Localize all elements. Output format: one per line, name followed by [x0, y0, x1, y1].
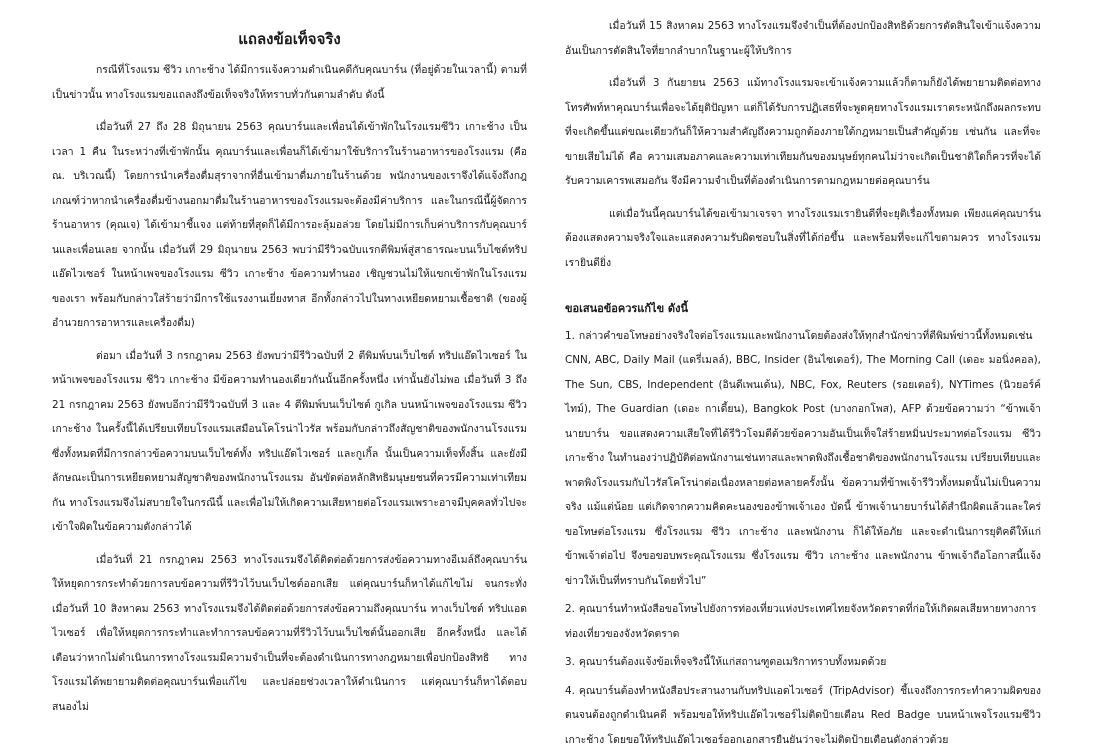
paragraph-september-3: เมื่อวันที่ 3 กันยายน 2563 แม้ทางโรงแรมจะเข้าแจ้งความแล้วก็ตามก็ยังได้พยายามติดต่อทางโทรศัพท์หาคุณบาร์นเพื่อจะได้ยุติปัญหา แต่ก็ได้รับการปฏิเสธที่จะพูดคุยทางโรงแรมเราตระหนักถึงผลกระทบที่จะเกิดขึ้นแต่ขณะเดียวกันก็ให้ความสำคัญถึงความถูกต้องภายใต้กฎหมายเป็นสำคัญด้วย เช่นกัน และที่จะขายเสียไม่ได้ คือ ความเสมอภาคและความเท่าเทียมกันของมนุษย์ทุกคนไม่ว่าจะเกิดเป็นชาติใดก็ควรที่จะได้รับความเคารพเสมอกัน จึงมีความจำเป็นที่ต้องดำเนินการตามกฎหมายต่อคุณบาร์น	[565, 77, 1041, 187]
paragraph-june-events: เมื่อวันที่ 27 ถึง 28 มิถุนายน 2563 คุณบาร์นและเพื่อนได้เข้าพักในโรงแรมซีวิว เกาะช้าง เป็นเวลา 1 คืน ในระหว่างที่เข้าพักนั้น คุณบาร์นและเพื่อนก็ได้เข้ามาใช้บริการในร้านอาหารของโรงแรม (คือ ณ. บริเวณนี้) โดยการนำเครื่องดื่มสุราจากที่อื่นเข้ามาดื่มภายในร้านด้วย พนักงานของเราจึงได้แจ้งถึงกฎเกณฑ์ว่าหากนำเครื่องดื่มข้างนอกมาดื่มในร้านอาหารของโรงแรมจะต้องมีค่าบริการ และในกรณีนี้ผู้จัดการร้านอาหาร (คุณเจ) ได้เข้ามาชี้แจง แต่ท้ายที่สุดก็ได้มีการอะลุ้มอล่วย โดยไม่มีการเก็บค่าบริการกับคุณบาร์นและเพื่อนเลย จากนั้น เมื่อวันที่ 29 มิถุนายน 2563 พบว่ามีรีวิวฉบับแรกตีพิมพ์สู่สาธารณะบนเว็บไซต์ทริปแอ๊ดไวเซอร์ ในหน้าเพจของโรงแรม ซีวิว เกาะช้าง ข้อความทำนอง เชิญชวนไม่ให้แขกเข้าพักในโรงแรมของเรา พร้อมกับกล่าวใส่ร้ายว่ามีการใช้แรงงานเยี่ยงทาส อีกทั้งกล่าวไปในทางเหยียดหยามเชื้อชาติ (ของผู้อำนวยการอาหารและเครื่องดื่ม)	[52, 121, 527, 329]
right-column	[565, 14, 1041, 756]
list-item	[565, 597, 1041, 646]
list-item	[565, 324, 1041, 594]
list-item	[565, 679, 1041, 753]
proposal-number: 1.	[565, 329, 575, 342]
paragraph-july-august-contact: เมื่อวันที่ 21 กรกฎาคม 2563 ทางโรงแรมจึงได้ติดต่อด้วยการส่งข้อความทางอีเมล์ถึงคุณบาร์น ให้หยุดการกระทำด้วยการลบข้อความที่รีวิวไว้บนเว็บไซต์ออกเสีย แต่คุณบาร์นก็หาได้แก้ไขไม่ จนกระทั่งเมื่อวันที่ 10 สิงหาคม 2563 ทางโรงแรมจึงได้ติดต่อด้วยการส่งข้อความถึงคุณบาร์น ทางเว็บไซต์ ทริปแอดไวเซอร์ เพื่อให้หยุดการกระทำและทำการลบข้อความที่รีวิวไว้บนเว็บไซต์นั้นออกเสีย อีกครั้งหนึ่ง และได้เตือนว่าหากไม่ดำเนินการทางโรงแรมมีความจำเป็นที่จะต้องดำเนินการทางกฎหมายเพื่อปกป้องสิทธิ ทางโรงแรมได้พยายามติดต่อคุณบาร์นเพื่อแก้ไข และปล่อยช่วงเวลาให้ดำเนินการ แต่คุณบาร์นก็หาได้ตอบสนองไม่	[52, 553, 527, 713]
document-title: แถลงข้อเท็จจริง	[238, 30, 341, 48]
proposal-number: 3.	[565, 656, 575, 668]
proposal-text: คุณบาร์นต้องแจ้งข้อเท็จจริงนี้ให้แก่สถานฑูตอเมริกาทราบทั้งหมดด้วย	[578, 656, 887, 668]
paragraph-negotiation: แต่เมื่อวันนี้คุณบาร์นได้ขอเข้ามาเจรจา ทางโรงแรมเรายินดีที่จะยุติเรื่องทั้งหมด เพียงแค่คุณบาร์นต้องแสดงความจริงใจและแสดงความรับผิดชอบในสิ่งที่ได้ก่อขึ้น และพร้อมที่จะแก้ไขตามควร ทางโรงแรมเรายินดียิ่ง	[565, 207, 1041, 269]
proposal-text: คุณบาร์นทำหนังสือขอโทษไปยังการท่องเที่ยวแห่งประเทศไทยจังหวัดตราดที่ก่อให้เกิดผลเสียหายทางการท่องเที่ยวของจังหวัดตราด	[565, 603, 1037, 640]
list-item	[565, 650, 1041, 675]
proposal-text: กล่าวคำขอโทษอย่างจริงใจต่อโรงแรมและพนักงานโดยต้องส่งให้ทุกสำนักข่าวที่ตีพิมพ์ข่าวนี้ทั้งหมดเช่น CNN, ABC, Daily Mail (แดรี่เมลล์), BBC, Insider (อินไซเดอร์), The Morning Call (เดอะ มอนิ่งคอล), The Sun, CBS, Independent (อินดีเพนเด้น), NBC, Fox, Reuters (รอยเตอร์), NYTimes (นิวยอร์ค์ไทม์), The Guardian (เดอะ กาเดี้ยน), Bangkok Post (บางกอกโพส), AFP ด้วยข้อความว่า “ข้าพเจ้านายบาร์น ขอแสดงความเสียใจที่ได้รีวิวโจมตีด้วยข้อความอันเป็นเท็จใส่ร้ายหมิ่นประมาทต่อโรงแรม ซีวิว เกาะช้าง ในทำนองว่าปฏิบัติต่อพนักงานเช่นทาสและพาดพิงถึงเชื้อชาติของพนักงานโรงแรม เปรียบเทียบและพาดพิงโรงแรมกับไวรัสโคโรน่าต่อเนื่องหลายต่อหลายครั้งนั้น ข้อความที่ข้าพเจ้ารีวิวทั้งหมดนั้นไม่เป็นความจริง แม้แต่น้อย แต่เกิดจากความคิดคะนองของข้าพเจ้าเอง บัดนี้ ข้าพเจ้านายบาร์นได้สำนึกผิดแล้วและใคร่ขอโทษต่อโรงแรม ซึ่งโรงแรม ซีวิว เกาะช้าง และพนักงาน ก็ได้ให้อภัย และจะดำเนินการยุติคดีให้แก่ข้าพเจ้าต่อไป จึงขอขอบพระคุณโรงแรม ซึ่งโรงแรม ซีวิว เกาะช้าง และพนักงาน ข้าพเจ้าถือโอกาสนี้แจ้งข่าวให้เป็นที่ทราบกันโดยทั่วไป”	[565, 329, 1041, 587]
proposal-number: 4.	[565, 684, 575, 697]
paragraph-intro: กรณีที่โรงแรม ซีวิว เกาะช้าง ได้มีการแจ้งความดำเนินคดีกับคุณบาร์น (ที่อยู่ด้วยในเวลานี้) ตามที่เป็นข่าวนั้น ทางโรงแรมขอแถลงถึงข้อเท็จจริงให้ทราบทั่วกันตามลำดับ ดังนี้	[52, 64, 527, 101]
paragraph-july-reviews: ต่อมา เมื่อวันที่ 3 กรกฎาคม 2563 ยังพบว่ามีรีวิวฉบับที่ 2 ตีพิมพ์บนเว็บไซต์ ทริปแอ๊ดไวเซอร์ ในหน้าเพจของโรงแรม ซีวิว เกาะช้าง มีข้อความทำนองเดียวกันนั้นอีกครั้งหนึ่ง เท่านั้นยังไม่พอ เมื่อวันที่ 3 ถึง 21 กรกฎาคม 2563 ยังพบอีกว่ามีรีวิวฉบับที่ 3 และ 4 ตีพิมพ์บนเว็บไซต์ กูเกิล บนหน้าเพจของโรงแรม ซีวิว เกาะช้าง ในครั้งนี้ได้เปรียบเทียบโรงแรมเสมือนโคโรน่าไวรัส พร้อมกับกล่าวถึงสัญชาติของพนักงานโรงแรม ซึ่งทั้งหมดที่มีการกล่าวข้อความบนเว็บไซต์ทั้ง ทริปแอ๊ดไวเซอร์ และกูเกิ้ล นั้นเป็นความเท็จทั้งสิ้น และยังมีลักษณะเป็นการเหยียดหยามสัญชาติของพนักงานโรงแรม อันขัดต่อหลักสิทธิมนุษยชนที่ควรมีความเท่าเทียมกัน ทางโรงแรมจึงไม่สบายใจในกรณีนี้ และเพื่อไม่ให้เกิดความเสียหายต่อโรงแรมเพราะอาจมีบุคคลทั่วไปจะเข้าใจผิดในข้อความดังกล่าวได้	[52, 349, 527, 533]
left-column	[52, 26, 527, 727]
proposals-heading: ขอเสนอข้อควรแก้ไข ดังนี้	[565, 302, 688, 315]
proposal-number: 2.	[565, 603, 575, 615]
proposal-text: คุณบาร์นต้องทำหนังสือประสานงานกับทริปแอดไวเซอร์ (TripAdvisor) ชี้แจงถึงการกระทำความผิดของตนจนต้องถูกดำเนินคดี พร้อมขอให้ทริปแอ๊ดไวเซอร์ไม่ติดป้ายเตือน Red Badge บนหน้าเพจโรงแรมซีวิว เกาะช้าง โดยขอให้ทริปแอ๊ดไวเซอร์ออกเอกสารยืนยันว่าจะไม่ติดป้ายเตือนดังกล่าวด้วย	[565, 684, 1041, 746]
paragraph-august-15: เมื่อวันที่ 15 สิงหาคม 2563 ทางโรงแรมจึงจำเป็นที่ต้องปกป้องสิทธิด้วยการตัดสินใจเข้าแจ้งความอันเป็นการตัดสินใจที่ยากลำบากในฐานะผู้ให้บริการ	[565, 20, 1041, 57]
proposals-list	[565, 324, 1041, 753]
